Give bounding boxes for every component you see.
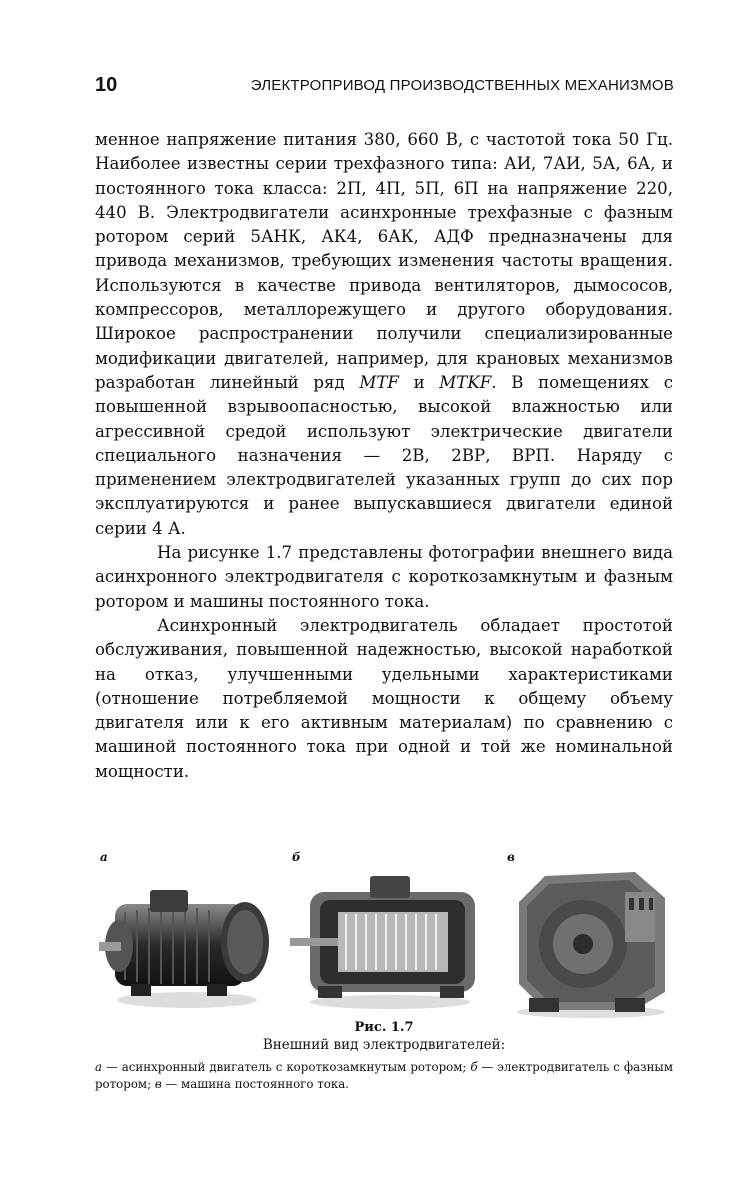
note-letter-a: а xyxy=(95,1060,103,1074)
page-header xyxy=(95,72,674,98)
figure-caption-note xyxy=(95,1059,673,1093)
figure-label-c: в xyxy=(507,850,515,864)
squirrel-cage-motor-image xyxy=(95,862,275,1012)
paragraph-1-part-b: . В помещениях с повышенной взрывоопасностью, высокой влажностью или агрессивной средой используют электрические двигатели специального назначения — 2В, 2ВР, ВРП. Наряду с применением электродвигателей указанных групп до сих пор эксплуатируются и ранее выпускавшиеся двигатели единой серии 4 А. xyxy=(95,372,673,538)
note-letter-b: б xyxy=(470,1060,478,1074)
note-letter-c: в xyxy=(154,1077,162,1091)
paragraph-1-part-a: менное напряжение питания 380, 660 В, с частотой тока 50 Гц. Наиболее известны серии трехфазного типа: АИ, 7АИ, 5А, 6А, и постоянного тока класса: 2П, 4П, 5П, 6П на напряжение 220, 440 В. Электродвигатели асинхронные трехфазные с фазным ротором серий 5АНК, АК4, 6АК, АДФ предназначены для привода механизмов, требующих изменения частоты вращения. Используются в качестве привода вентиляторов, дымососов, компрессоров, металлорежущего и другого оборудования. Широкое распространении получили специализированные модификации двигателей, например, для крановых механизмов разработан линейный ряд xyxy=(95,130,673,392)
series-mtf: MTF xyxy=(359,372,399,392)
figure-caption-subtitle: Внешний вид электродвигателей: xyxy=(262,1037,506,1053)
wound-rotor-motor-image xyxy=(290,862,485,1012)
series-mtkf: MTKF xyxy=(439,372,492,392)
paragraph-1-and: и xyxy=(398,372,440,392)
figure-panel-b xyxy=(290,850,485,1020)
figure-1-7 xyxy=(95,850,673,1093)
body-text xyxy=(95,128,673,784)
figure-panel-a xyxy=(95,850,275,1020)
note-text-a: — асинхронный двигатель с короткозамкнутым ротором; xyxy=(102,1060,471,1074)
figure-label-a: а xyxy=(100,850,108,864)
note-text-c: — машина постоянного тока. xyxy=(161,1077,349,1091)
figure-label-b: б xyxy=(292,850,301,864)
running-title: ЭЛЕКТРОПРИВОД ПРОИЗВОДСТВЕННЫХ МЕХАНИЗМОВ xyxy=(250,76,674,94)
note-text-b: — электродвигатель с фазным ротором; xyxy=(95,1060,673,1091)
paragraph-3: Асинхронный электродвигатель обладает простотой обслуживания, повышенной надежностью, высокой наработкой на отказ, улучшенными удельными характеристиками (отношение потребляемой мощности к общему объему двигателя или к его активным материалам) по сравнению с машиной постоянного тока при одной и той же номинальной мощности. xyxy=(95,615,673,781)
dc-machine-image xyxy=(505,862,673,1020)
figure-panel-c xyxy=(505,850,673,1020)
figure-images xyxy=(95,850,673,1020)
paragraph-2: На рисунке 1.7 представлены фотографии внешнего вида асинхронного электродвигателя с короткозамкнутым и фазным ротором и машины постоянного тока. xyxy=(95,543,673,611)
page-number: 10 xyxy=(95,73,118,96)
figure-caption-title: Рис. 1.7 xyxy=(354,1020,414,1035)
paragraph-1 xyxy=(95,128,673,541)
